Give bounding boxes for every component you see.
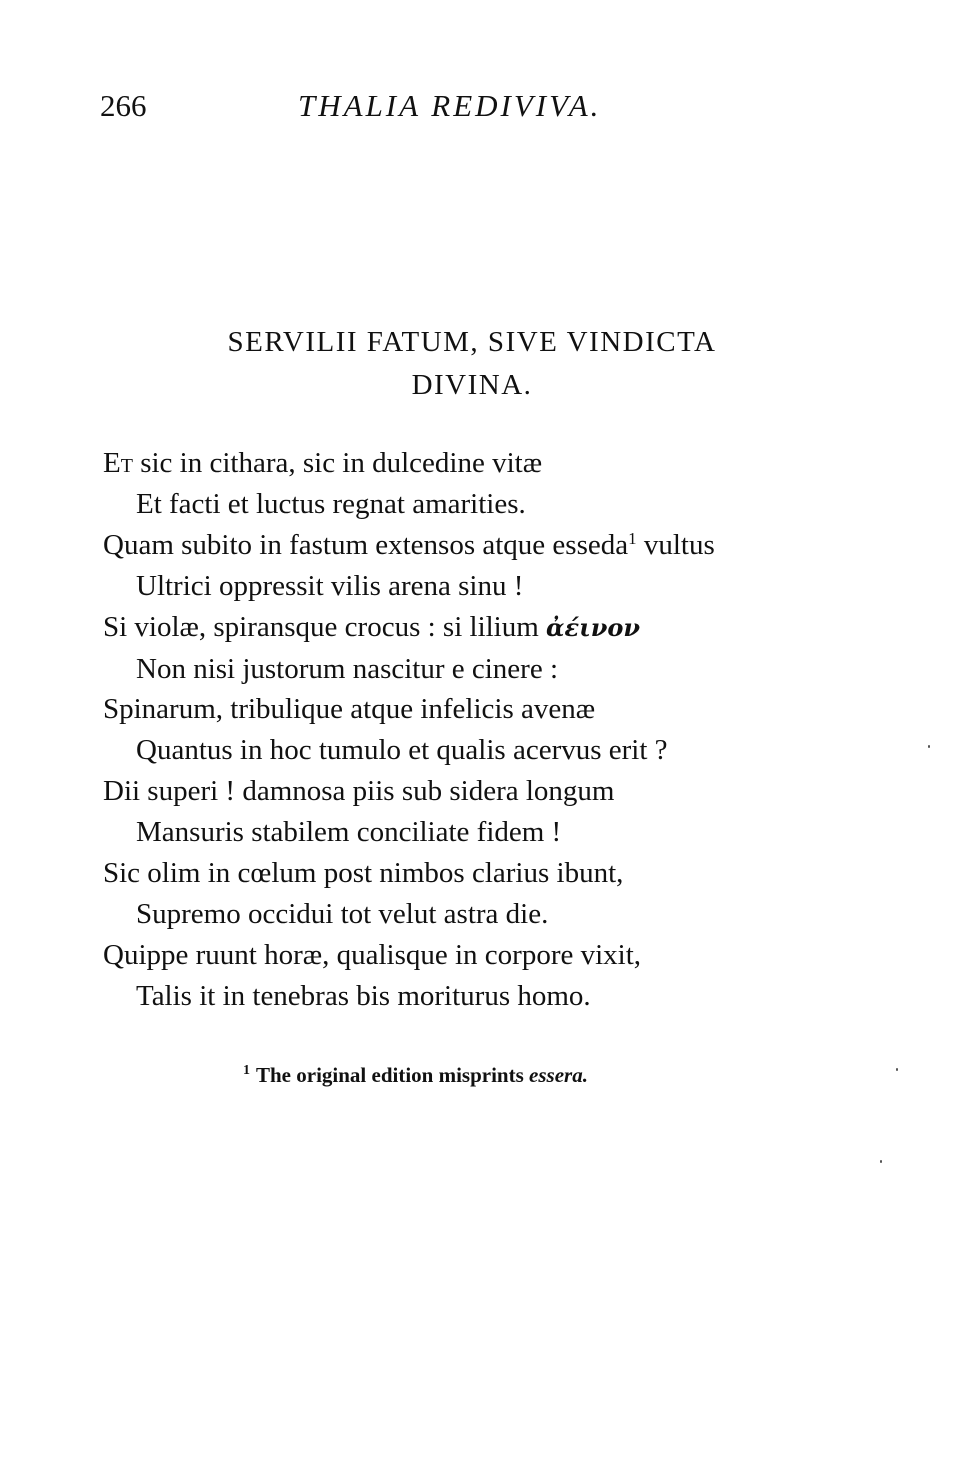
verse-line: Ultrici oppressit vilis arena sinu ! (136, 569, 524, 602)
verse-line: Quantus in hoc tumulo et qualis acervus erit ? (136, 734, 668, 767)
verse-line: Supremo occidui tot velut astra die. (136, 897, 549, 930)
verse-line: Non nisi justorum nascitur e cinere : (136, 652, 559, 685)
verse-line: Spinarum, tribulique atque infelicis avenæ (103, 693, 596, 726)
footnote-word: essera. (529, 1063, 588, 1087)
verse-line: Mansuris stabilem conciliate fidem ! (136, 816, 562, 849)
footnote-mark: 1 (243, 1063, 250, 1078)
greek-word: ἀέινον (546, 612, 641, 642)
verse-text: Quam subito in fastum extensos atque esseda (103, 528, 629, 561)
footnote (243, 1060, 588, 1090)
verse-line: Dii superi ! damnosa piis sub sidera longum (103, 775, 615, 808)
scan-speck (896, 1068, 898, 1071)
verse-line (103, 443, 843, 484)
drop-initial: Et (103, 447, 133, 479)
verse-line: Et facti et luctus regnat amarities. (136, 487, 526, 520)
verse-line: Talis it in tenebras bis moriturus homo. (136, 979, 591, 1012)
poem-body (103, 443, 843, 1017)
footnote-reference: 1 (628, 528, 637, 548)
page-number: 266 (100, 88, 147, 123)
scan-speck (880, 1160, 882, 1163)
verse-line (103, 607, 843, 649)
running-head (100, 86, 860, 136)
verse-line (103, 525, 843, 566)
verse-text: vultus (636, 528, 715, 561)
poem-title (100, 321, 844, 407)
scan-speck (928, 745, 930, 748)
verse-line: Sic olim in cœlum post nimbos clarius ibunt, (103, 857, 624, 890)
verse-text: Si violæ, spiransque crocus : si lilium (103, 610, 547, 643)
verse-line: Quippe ruunt horæ, qualisque in corpore vixit, (103, 938, 642, 971)
poem-title-line: DIVINA. (411, 369, 533, 401)
verse-text: sic in cithara, sic in dulcedine vitæ (132, 447, 543, 479)
running-title: THALIA REDIVIVA. (298, 88, 602, 123)
poem-title-line: SERVILII FATUM, SIVE VINDICTA (227, 326, 717, 358)
footnote-text: The original edition misprints (256, 1063, 530, 1087)
